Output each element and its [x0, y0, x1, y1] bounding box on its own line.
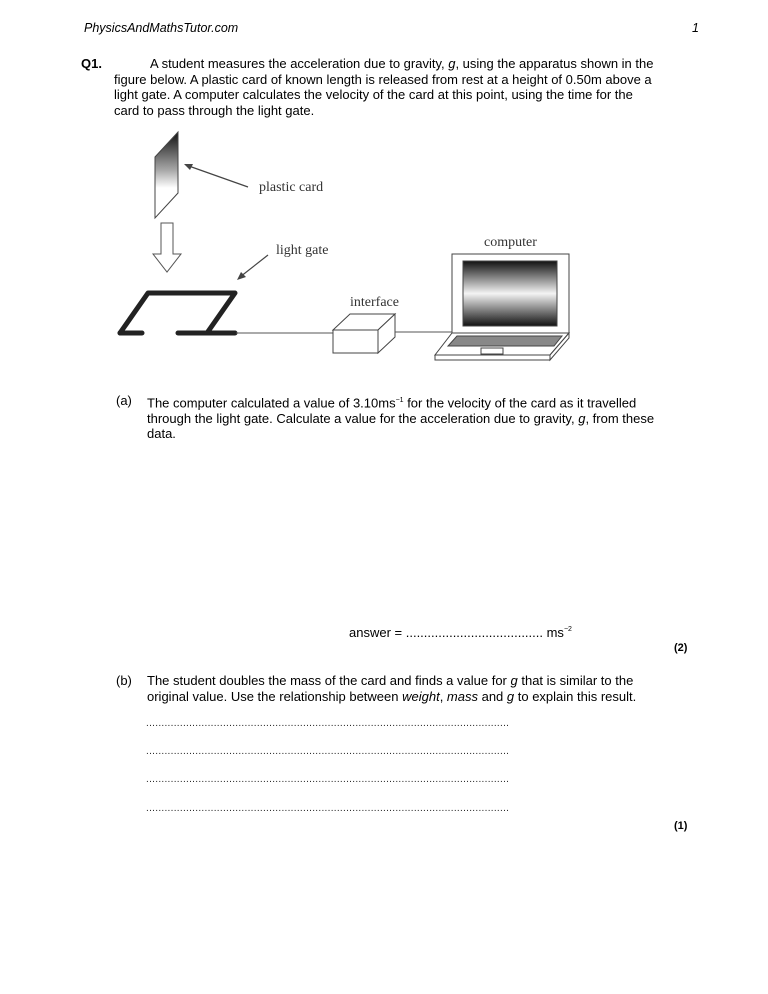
answer-prefix: answer =	[349, 625, 406, 640]
part-b-answer-line-4[interactable]: ......................................................................................................................	[146, 803, 510, 814]
part-a-question	[147, 393, 657, 442]
part-b-text-4: and	[477, 688, 507, 704]
part-b-question	[147, 673, 657, 704]
part-a-marks: (2)	[674, 642, 688, 654]
label-light-gate: light gate	[276, 243, 329, 258]
question-intro	[114, 56, 659, 118]
part-b-label: (b)	[116, 673, 132, 688]
part-a-superscript: −1	[395, 397, 404, 404]
part-a-text-1: The computer calculated a value of 3.10ms	[147, 395, 396, 411]
answer-unit: ms	[542, 625, 564, 640]
intro-var-g: g	[448, 56, 456, 71]
question-number: Q1.	[81, 56, 102, 71]
part-b-answer-line-1[interactable]: ......................................................................................................................	[146, 718, 510, 729]
intro-text-1: A student measures the acceleration due to gravity,	[150, 56, 449, 71]
header-site-name: PhysicsAndMathsTutor.com	[84, 21, 239, 35]
answer-blank[interactable]: ......................................	[405, 625, 543, 640]
laptop-computer-icon	[435, 254, 569, 360]
part-a-text-3: , from these data.	[147, 410, 655, 442]
part-b-text-3: ,	[439, 688, 447, 704]
part-b-marks: (1)	[674, 820, 688, 832]
light-gate-icon	[120, 293, 235, 333]
part-b-mass: mass	[446, 688, 478, 704]
page-number: 1	[692, 21, 699, 35]
part-b-var-g2: g	[506, 688, 515, 704]
interface-box-icon	[333, 314, 395, 353]
part-a-answer-line[interactable]	[349, 625, 572, 640]
part-b-text-5: to explain this result.	[514, 688, 637, 704]
plastic-card-icon	[155, 132, 178, 218]
label-computer: computer	[484, 235, 537, 250]
part-a-label: (a)	[116, 393, 132, 408]
label-plastic-card: plastic card	[259, 180, 324, 195]
part-b-weight: weight	[402, 688, 440, 704]
intro-text-2: , using the apparatus shown in the figure below. A plastic card of known length is released from rest at a height of 0.50m above a light gate. A computer calculates the velocity of the card at this point, using the time for the card to pass through the light gate.	[114, 56, 654, 118]
part-b-answer-line-3[interactable]: ......................................................................................................................	[146, 774, 510, 785]
part-a-text-2: for the velocity of the card as it travelled through the light gate. Calculate a value for the acceleration due to gravity,	[147, 395, 637, 426]
part-a-var-g: g	[578, 410, 586, 426]
part-b-text-1: The student doubles the mass of the card and finds a value for	[147, 673, 511, 688]
part-b-text-2: that is similar to the original value. Use the relationship between	[147, 673, 634, 704]
part-b-answer-line-2[interactable]: ......................................................................................................................	[146, 746, 510, 757]
answer-unit-superscript: −2	[563, 626, 572, 633]
down-arrow-icon	[153, 223, 181, 272]
apparatus-diagram	[110, 125, 580, 370]
label-interface: interface	[350, 295, 399, 310]
part-b-var-g: g	[510, 673, 518, 688]
